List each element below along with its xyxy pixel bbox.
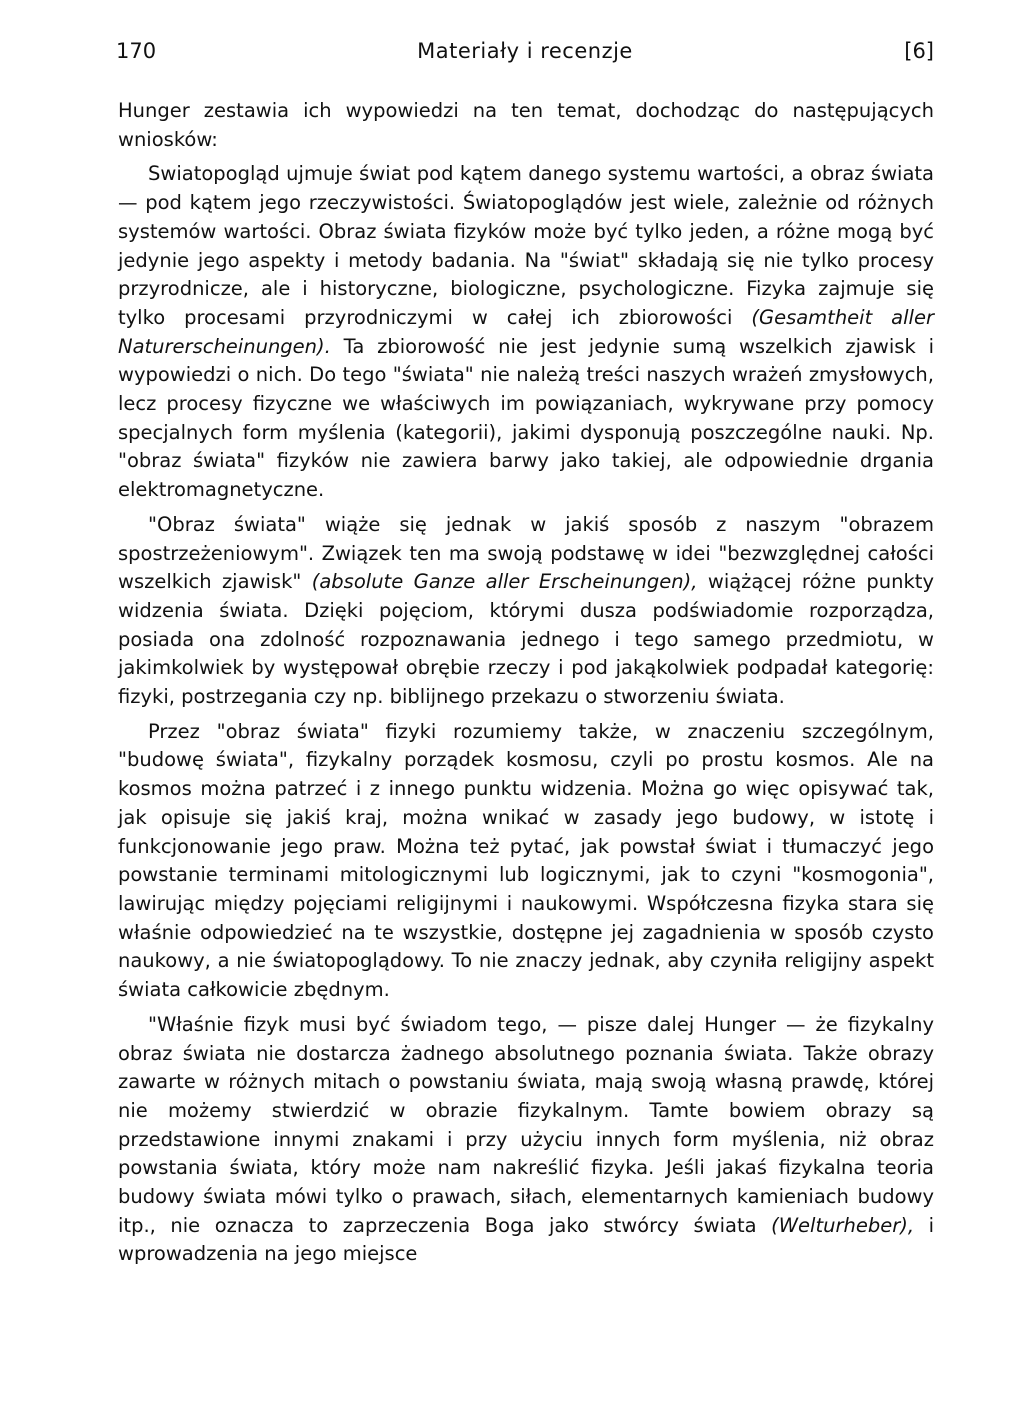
italic-term: (absolute Ganze aller Erscheinungen), [311, 570, 698, 594]
page-number: 170 [116, 39, 157, 63]
paragraph [118, 1011, 934, 1269]
text-segment: "Obraz świata" wiąże się jednak w jakiś sposób z naszym "obrazem spostrzeżeniowym". Związek ten ma swoją podstawę w idei "bezwzględnej całości wszelkich zjawisk" [118, 512, 934, 594]
paragraph [118, 511, 934, 712]
italic-term: (Gesamtheit aller Naturerscheinungen). [118, 305, 934, 358]
text-segment: Ta zbiorowość nie jest jedynie sumą wszelkich zjawisk i wypowiedzi o nich. Do tego "świata" nie należą treści naszych wrażeń zmysłowych, lecz procesy fizyczne we właściwych im powiązaniach, wykrywane przy pomocy specjalnych form myślenia (kategorii), jakimi dysponują poszczególne nauki. Np. "obraz świata" fizyków nie zawiera barwy jako takiej, ale odpowiednie drgania elektromagnetyczne. [118, 334, 934, 502]
running-header [116, 37, 934, 73]
text-segment: Swiatopogląd ujmuje świat pod kątem danego systemu wartości, a obraz świata — pod kątem jego rzeczywistości. Światopoglądów jest wiele, zależnie od różnych systemów wartości. Obraz świata fizyków może być tylko jeden, a różne mogą być jedynie jego aspekty i metody badania. Na "świat" składają się nie tylko procesy przyrodnicze, ale i historyczne, biologiczne, psychologiczne. Fizyka zajmuje się tylko procesami przyrodniczymi w całej ich zbiorowości [118, 162, 934, 329]
section-number: [6] [904, 39, 934, 63]
text-segment: Hunger zestawia ich wypowiedzi na ten temat, dochodząc do następujących wniosków: [118, 99, 934, 151]
paragraph [118, 97, 934, 154]
text-segment: "Właśnie fizyk musi być świadom tego, — pisze dalej Hunger — że fizykalny obraz świata nie dostarcza żadnego absolutnego poznania świata. Także obrazy zawarte w różnych mitach o powstaniu świata, mają swoją własną prawdę, której nie możemy stwierdzić w obrazie fizykalnym. Tamte bowiem obrazy są przedstawione innymi znakami i przy użyciu innych form myślenia, niż obraz powstania świata, który może nam nakreślić fizyka. Jeśli jakaś fizykalna teoria budowy świata mówi tylko o prawach, siłach, elementarnych kamieniach budowy itp., nie oznacza to zaprzeczenia Boga jako stwórcy świata [118, 1012, 934, 1237]
running-title: Materiały i recenzje [417, 39, 633, 63]
text-segment: i wprowadzenia na jego miejsce [118, 1213, 934, 1266]
text-segment: Przez "obraz świata" fizyki rozumiemy także, w znaczeniu szczególnym, "budowę świata", fizykalny porządek kosmosu, czyli po prostu kosmos. Ale na kosmos można patrzeć i z innego punktu widzenia. Można go więc opisywać tak, jak opisuje się jakiś kraj, można wnikać w zasady jego budowy, w istotę i funkcjonowanie jego praw. Można też pytać, jak powstał świat i tłumaczyć jego powstanie terminami mitologicznymi lub logicznymi, jak to czyni "kosmogonia", lawirując między pojęciami religijnymi i naukowymi. Współczesna fizyka stara się właśnie odpowiedzieć na te wszystkie, dostępne jej zagadnienia w sposób czysto naukowy, a nie światopoglądowy. To nie znaczy jednak, aby czyniła religijny aspekt świata całkowicie zbędnym. [118, 719, 934, 1002]
paragraph [118, 718, 934, 1005]
paragraph [118, 160, 934, 504]
body-text [118, 97, 934, 1269]
italic-term: (Welturheber), [771, 1213, 915, 1237]
text-segment: wiążącej różne punkty widzenia świata. Dzięki pojęciom, którymi dusza podświadomie rozporządza, posiada ona zdolność rozpoznawania jednego i tego samego przedmiotu, w jakimkolwiek by występował obrębie rzeczy i pod jakąkolwiek podpadał kategorię: fizyki, postrzegania czy np. biblijnego przekazu o stworzeniu świata. [118, 570, 934, 709]
